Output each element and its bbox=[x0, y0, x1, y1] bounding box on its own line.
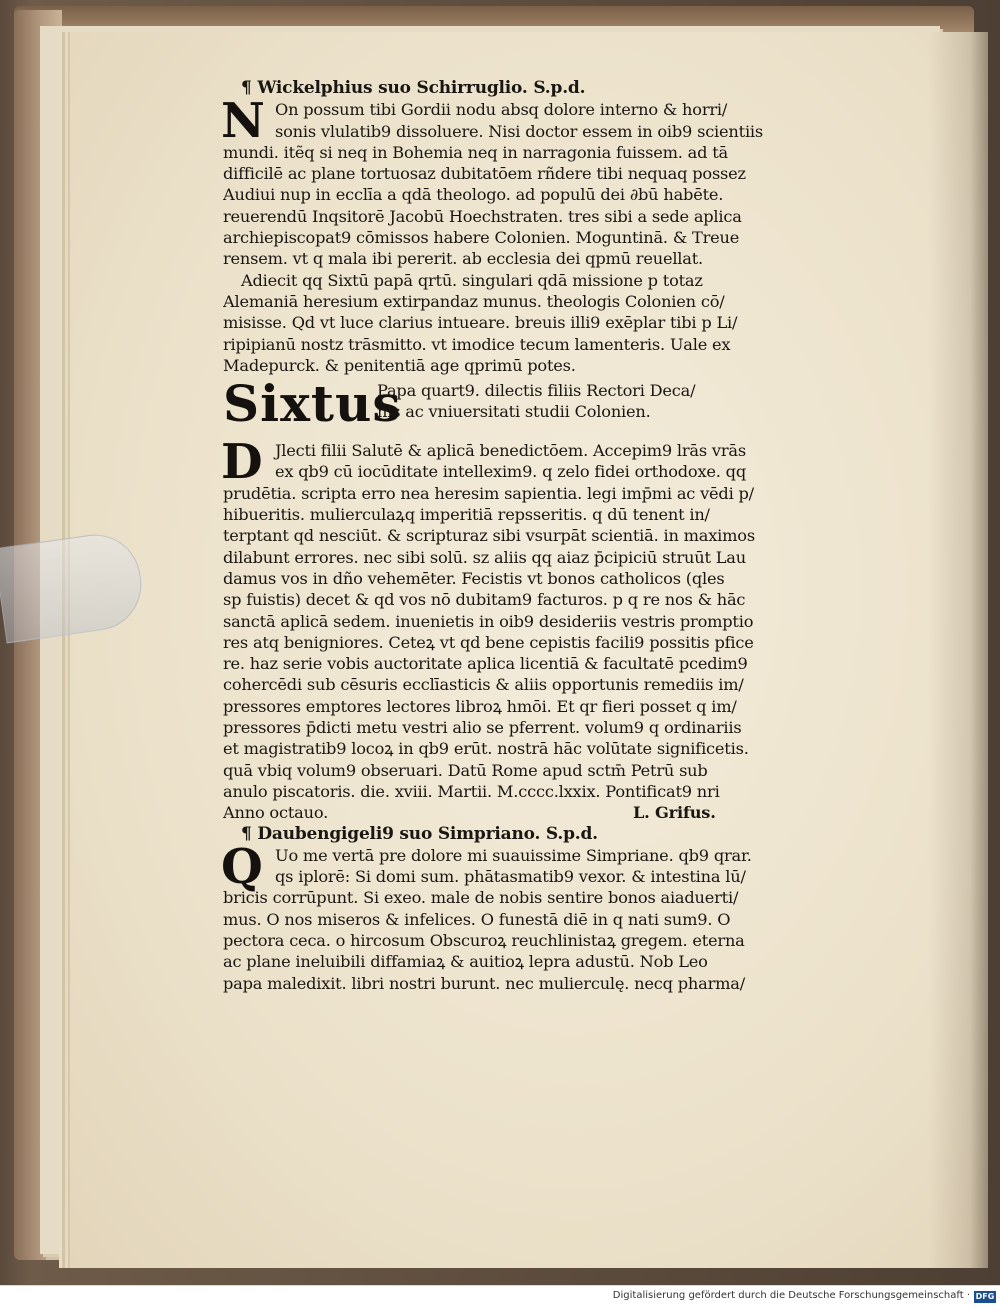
text-line: ac plane ineluibili diffamiaꝝ & auitioꝝ lepra adustū. Nob Leo bbox=[223, 952, 708, 972]
text-line: pressores emptores lectores libroꝝ hmōi. Et qr fieri posset q im/ bbox=[223, 696, 737, 716]
text-line: Audiui nup in ecclīa a qdā theologo. ad populū dei ∂bū habēte. bbox=[223, 185, 724, 205]
text-line: rensem. vt q mala ibi pererit. ab ecclesia dei qpmū reuellat. bbox=[223, 249, 703, 269]
drop-capital: Q bbox=[221, 838, 263, 895]
text-line: damus vos in dño vehemēter. Fecistis vt bonos catholicos (qles bbox=[223, 568, 725, 588]
text-line: bricis corrūpunt. Si exeo. male de nobis sentire bonos aiaduerti/ bbox=[223, 888, 739, 908]
closing-line bbox=[223, 802, 883, 823]
text-line: re. haz serie vobis auctoritate aplica licentiā & facultatē pcedim9 bbox=[223, 654, 748, 674]
text-line: Adiecit qq Sixtū papā qrtū. singulari qdā missione p totaz bbox=[241, 270, 703, 290]
text-line: Alemaniā heresium extirpandaz munus. theologis Colonien cō/ bbox=[223, 291, 725, 311]
drop-capital: D bbox=[221, 434, 263, 491]
signature: L. Grifus. bbox=[633, 803, 716, 823]
brief-address bbox=[377, 380, 877, 423]
letter-body bbox=[221, 838, 883, 994]
text-line: Jlecti filii Salutē & aplicā benedictōem. Accepim9 lrās vrās bbox=[275, 441, 746, 461]
text-line: pressores p̄dicti metu vestri alio se pferrent. volum9 q ordinariis bbox=[223, 718, 742, 738]
text-line: archiepiscopat9 cōmissos habere Colonien. Moguntinā. & Treue bbox=[223, 228, 740, 248]
page-text bbox=[223, 78, 883, 994]
page-gutter-shadow bbox=[928, 32, 988, 1268]
text-line: terptant qd nesciūt. & scripturaz sibi vsurpāt scientiā. in maximos bbox=[223, 526, 755, 546]
text-line: papa maledixit. libri nostri burunt. nec mulierculę. necq pharma/ bbox=[223, 973, 745, 993]
text-line: sp fuistis) decet & qd vos nō dubitam9 facturos. p q re nos & hāc bbox=[223, 590, 746, 610]
brief-body bbox=[221, 434, 883, 823]
letter-heading: ¶ Daubengigeli9 suo Simpriano. S.p.d. bbox=[241, 823, 598, 844]
text-line: nis ac vniuersitati studii Colonien. bbox=[377, 402, 651, 422]
text-line: prudētia. scripta erro nea heresim sapientia. legi imp̄mi ac vēdi p/ bbox=[223, 483, 754, 503]
letter-body bbox=[221, 93, 883, 376]
text-line: et magistratib9 locoꝝ in qb9 erūt. nostrā hāc volūtate significetis. bbox=[223, 739, 749, 759]
text-line: On possum tibi Gordii nodu absq dolore interno & horri/ bbox=[275, 100, 728, 120]
text-line: cohercēdi sub cēsuris ecclīasticis & aliis opportunis remediis im/ bbox=[223, 675, 744, 695]
text-line: ripipianū nostz trāsmitto. vt imodice tecum lamenteris. Uale ex bbox=[223, 334, 731, 354]
text-line: mus. O nos miseros & infelices. O funestā diē in q nati sum9. O bbox=[223, 909, 731, 929]
date-year: Anno octauo. bbox=[223, 803, 329, 823]
dfg-logo: DFG bbox=[975, 1292, 995, 1301]
text-line: anulo piscatoris. die. xviii. Martii. M.cccc.lxxix. Pontificat9 nri bbox=[223, 781, 720, 801]
text-line: reuerendū Inqsitorē Jacobū Hoechstraten. tres sibi a sede aplica bbox=[223, 206, 742, 226]
text-line: sonis vlulatib9 dissoluere. Nisi doctor essem in oib9 scientiis bbox=[275, 121, 764, 141]
letter-heading: ¶ Wickelphius suo Schirruglio. S.p.d. bbox=[241, 78, 586, 98]
text-line: res atq benigniores. Ceteꝝ vt qd bene cepistis facili9 possitis pfice bbox=[223, 632, 754, 652]
text-line: hibueritis. mulierculaꝝq imperitiā repsseritis. q dū tenent in/ bbox=[223, 505, 710, 525]
text-line: qs iplorē: Si domi sum. phātasmatib9 vexor. & intestina lū/ bbox=[275, 867, 746, 887]
text-line: mundi. itẽq si neq in Bohemia neq in narragonia fuissem. ad tā bbox=[223, 142, 728, 162]
funding-credit: Digitalisierung gefördert durch die Deutsche Forschungsgemeinschaft · bbox=[612, 1290, 970, 1301]
text-line: Papa quart9. dilectis filiis Rectori Deca/ bbox=[377, 381, 696, 401]
text-line: quā vbiq volum9 obseruari. Datū Rome apud sctm̄ Petrū sub bbox=[223, 760, 708, 780]
text-line: misisse. Qd vt luce clarius intueare. breuis illi9 exēplar tibi p Li/ bbox=[223, 313, 738, 333]
text-line: difficilē ac plane tortuosaz dubitatōem rñdere tibi nequaq possez bbox=[223, 164, 746, 184]
text-line: Madepurck. & penitentiā age qprimū potes. bbox=[223, 355, 576, 375]
text-line: sanctā aplicā sedem. inuenietis in oib9 desideriis vestris promptio bbox=[223, 611, 754, 631]
brief-header bbox=[223, 374, 883, 434]
footer-bar bbox=[0, 1285, 1000, 1310]
sixtus-title: Sixtus bbox=[223, 374, 402, 434]
text-line: dilabunt errores. nec sibi solū. sz aliis qq aiaz p̄cipiciū struūt Lau bbox=[223, 547, 746, 567]
text-line: Uo me vertā pre dolore mi suauissime Simpriane. qb9 qrar. bbox=[275, 845, 752, 865]
drop-capital: N bbox=[221, 93, 265, 150]
text-line: ex qb9 cū iocūditate intellexim9. q zelo fidei orthodoxe. qq bbox=[275, 462, 746, 482]
text-line: pectora ceca. o hircosum Obscuroꝝ reuchlinistaꝝ gregem. eterna bbox=[223, 930, 745, 950]
